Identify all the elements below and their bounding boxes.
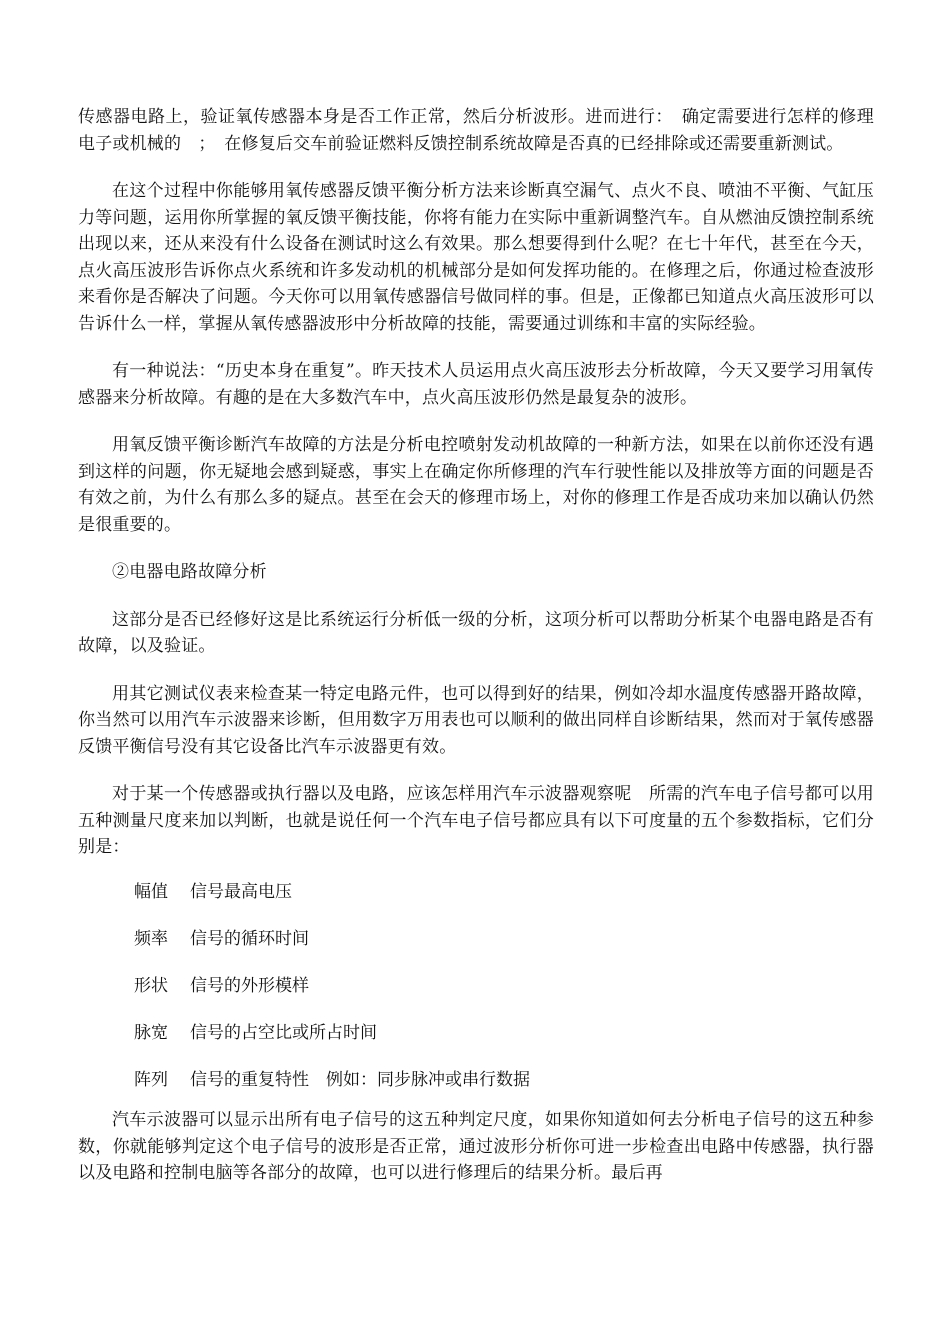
parameter-list bbox=[78, 879, 874, 1094]
parameter-item bbox=[134, 1020, 874, 1047]
parameter-name: 阵列 bbox=[134, 1069, 168, 1090]
section-heading: ②电器电路故障分析 bbox=[112, 562, 267, 582]
parameter-description: 信号的占空比或所占时间 bbox=[190, 1022, 377, 1043]
paragraph-history-repeats: 有一种说法：“历史本身在重复”。昨天技术人员运用点火高压波形去分析故障，今天又要学习用氧传感器来分析故障。有趣的是在大多数汽车中，点火高压波形仍然是最复杂的波形。 bbox=[78, 361, 874, 408]
parameter-name: 幅值 bbox=[134, 881, 168, 902]
parameter-item bbox=[134, 973, 874, 1000]
parameter-item bbox=[134, 1067, 874, 1094]
paragraph-other-instruments: 用其它测试仪表来检查某一特定电路元件，也可以得到好的结果，例如冷却水温度传感器开路故障，你当然可以用汽车示波器来诊断，但用数字万用表也可以顺利的做出同样自诊断结果，然而对于氧传感器反馈平衡信号没有其它设备比汽车示波器更有效。 bbox=[78, 683, 874, 757]
document-page bbox=[78, 104, 892, 1187]
parameter-name: 脉宽 bbox=[134, 1022, 168, 1043]
parameter-description: 信号的循环时间 bbox=[190, 928, 309, 949]
parameter-name: 形状 bbox=[134, 975, 168, 996]
paragraph-new-method: 用氧反馈平衡诊断汽车故障的方法是分析电控喷射发动机故障的一种新方法，如果在以前你还没有遇到这样的问题，你无疑地会感到疑惑，事实上在确定你所修理的汽车行驶性能以及排放等方面的问题是否有效之前，为什么有那么多的疑点。甚至在会天的修理市场上，对你的修理工作是否成功来加以确认仍然是很重要的。 bbox=[78, 435, 874, 535]
parameter-description: 信号的重复特性 例如：同步脉冲或串行数据 bbox=[190, 1069, 530, 1090]
parameter-description: 信号的外形模样 bbox=[190, 975, 309, 996]
parameter-description: 信号最高电压 bbox=[190, 881, 292, 902]
paragraph-five-parameters-intro: 对于某一个传感器或执行器以及电路，应该怎样用汽车示波器观察呢 所需的汽车电子信号都可以用五种测量尺度来加以判断，也就是说任何一个汽车电子信号都应具有以下可度量的五个参数指标，它们分别是： bbox=[78, 784, 874, 857]
paragraph-continued: 传感器电路上，验证氧传感器本身是否工作正常，然后分析波形。进而进行： 确定需要进行怎样的修理 电子或机械的 ； 在修复后交车前验证燃料反馈控制系统故障是否真的已经排除或还需要重新测试。 bbox=[78, 107, 892, 154]
parameter-item bbox=[134, 926, 874, 953]
paragraph-circuit-analysis: 这部分是否已经修好这是比系统运行分析低一级的分析，这项分析可以帮助分析某个电器电路是否有故障，以及验证。 bbox=[78, 609, 874, 656]
paragraph-oxygen-sensor-feedback: 在这个过程中你能够用氧传感器反馈平衡分析方法来诊断真空漏气、点火不良、喷油不平衡、气缸压力等问题，运用你所掌握的氧反馈平衡技能，你将有能力在实际中重新调整汽车。自从燃油反馈控制系统出现以来，还从来没有什么设备在测试时这么有效果。那么想要得到什么呢？在七十年代，甚至在今天，点火高压波形告诉你点火系统和许多发动机的机械部分是如何发挥功能的。在修理之后，你通过检查波形来看你是否解决了问题。今天你可以用氧传感器信号做同样的事。但是，正像都已知道点火高压波形可以告诉什么一样，掌握从氧传感器波形中分析故障的技能，需要通过训练和丰富的实际经验。 bbox=[78, 181, 874, 334]
parameter-item bbox=[134, 879, 874, 906]
parameter-name: 频率 bbox=[134, 928, 168, 949]
paragraph-oscilloscope-display: 汽车示波器可以显示出所有电子信号的这五种判定尺度，如果你知道如何去分析电子信号的这五种参数，你就能够判定这个电子信号的波形是否正常，通过波形分析你可进一步检查出电路中传感器，执行器以及电路和控制电脑等各部分的故障，也可以进行修理后的结果分析。最后再 bbox=[78, 1110, 874, 1183]
